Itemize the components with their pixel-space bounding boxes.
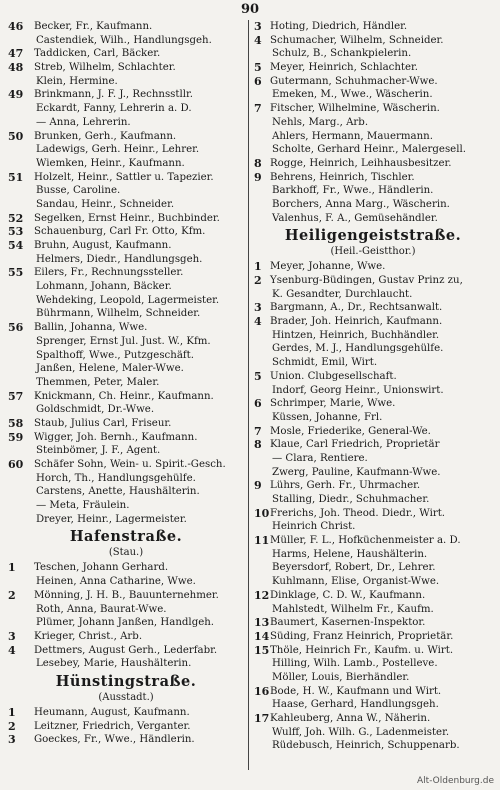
house-number: 53 [8, 225, 24, 239]
resident-text: Bode, H. W., Kaufmann und Wirt. [270, 685, 442, 697]
directory-entry [8, 143, 244, 157]
directory-entry [254, 726, 492, 740]
directory-entry [8, 472, 244, 486]
resident-text: Ahlers, Hermann, Mauermann. [272, 130, 433, 142]
resident-text: Spalthoff, Wwe., Putzgeschäft. [36, 349, 195, 361]
house-number: 14 [254, 629, 270, 643]
directory-entry [254, 698, 492, 712]
house-number: 6 [254, 397, 262, 411]
resident-text: Mönning, J. H. B., Bauunternehmer. [34, 589, 219, 601]
directory-entry [8, 307, 244, 321]
resident-text: Mosle, Friederike, General-We. [270, 425, 431, 437]
directory-entry [8, 20, 244, 34]
resident-text: Schulz, B., Schankpielerin. [272, 48, 412, 60]
directory-entry [254, 143, 492, 157]
directory-entry [8, 335, 244, 349]
resident-text: Goldschmidt, Dr.-Wwe. [36, 404, 155, 416]
directory-entry [254, 616, 492, 630]
resident-text: Müller, F. L., Hofküchenmeister a. D. [270, 535, 461, 547]
directory-entry [254, 493, 492, 507]
resident-text: Rüdebusch, Heinrich, Schuppenarb. [272, 740, 460, 752]
resident-text: Themmen, Peter, Maler. [36, 376, 160, 388]
directory-entry [8, 390, 244, 404]
resident-text: Thöle, Heinrich Fr., Kaufm. u. Wirt. [270, 644, 454, 656]
resident-text: Süding, Franz Heinrich, Proprietär. [270, 630, 454, 642]
directory-entry [254, 425, 492, 439]
resident-text: Roth, Anna, Baurat-Wwe. [36, 603, 167, 615]
directory-entry [8, 458, 244, 472]
resident-text: Taddicken, Carl, Bäcker. [34, 48, 161, 60]
resident-text: Helmers, Diedr., Handlungsgeh. [36, 253, 203, 265]
resident-text: Barkhoff, Fr., Wwe., Händlerin. [272, 185, 434, 197]
resident-text: Stalling, Diedr., Schuhmacher. [272, 494, 430, 505]
resident-text: Dettmers, August Gerh., Lederfabr. [34, 644, 218, 656]
directory-entry [8, 376, 244, 390]
resident-text: Heinrich Christ. [272, 521, 356, 533]
house-number: 1 [254, 260, 262, 274]
resident-text: Ballin, Johanna, Wwe. [34, 322, 148, 334]
resident-text: Brunken, Gerh., Kaufmann. [34, 130, 177, 142]
directory-entry [8, 561, 244, 575]
directory-entry [8, 644, 244, 658]
resident-text: Wehdeking, Leopold, Lagermeister. [36, 294, 220, 306]
resident-text: Castendiek, Wilh., Handlungsgeh. [36, 34, 212, 46]
resident-text: Sandau, Heinr., Schneider. [36, 198, 175, 210]
directory-entry [254, 288, 492, 302]
resident-text: Krieger, Christ., Arb. [34, 630, 143, 642]
resident-text: Sprenger, Ernst Jul. Just. W., Kfm. [36, 335, 211, 347]
resident-text: Streb, Wilhelm, Schlachter. [34, 62, 176, 74]
resident-text: Holzelt, Heinr., Sattler u. Tapezier. [34, 171, 214, 183]
resident-text: Mahlstedt, Wilhelm Fr., Kaufm. [272, 603, 434, 615]
resident-text: Hilling, Wilh. Lamb., Postelleve. [272, 658, 438, 670]
resident-text: Haase, Gerhard, Handlungsgeh. [272, 699, 439, 711]
directory-entry [8, 485, 244, 499]
house-number: 4 [8, 643, 16, 657]
house-number: 11 [254, 534, 270, 548]
house-number: 59 [8, 430, 24, 444]
house-number: 2 [254, 274, 262, 287]
resident-text: Harms, Helene, Haushälterin. [272, 548, 428, 560]
house-number: 55 [8, 266, 24, 280]
directory-entry [254, 20, 492, 34]
resident-text: Meyer, Heinrich, Schlachter. [270, 62, 419, 74]
street-district: (Heil.-Geistthor.) [330, 246, 416, 258]
directory-entry [254, 397, 492, 411]
resident-text: Rogge, Heinrich, Leihhausbesitzer. [270, 157, 452, 169]
directory-entry [8, 603, 244, 617]
directory-entry [8, 630, 244, 644]
directory-entry [8, 116, 244, 130]
resident-text: Heinen, Anna Catharine, Wwe. [36, 576, 196, 588]
resident-text: Leitzner, Friedrich, Verganter. [34, 720, 191, 732]
resident-text: K. Gesandter, Durchlaucht. [272, 288, 413, 300]
directory-entry [254, 589, 492, 603]
directory-entry [8, 75, 244, 89]
house-number: 6 [254, 74, 262, 88]
directory-entry [8, 720, 244, 734]
resident-text: Borchers, Anna Marg., Wäscherin. [272, 198, 450, 210]
directory-entry [8, 171, 244, 185]
resident-text: Lohmann, Johann, Bäcker. [36, 281, 172, 293]
resident-text: Plümer, Johann Janßen, Handlgeh. [36, 617, 215, 629]
directory-entry [254, 657, 492, 671]
directory-entry [8, 657, 244, 671]
directory-entry [8, 349, 244, 363]
directory-entry [254, 184, 492, 198]
resident-text: Union. Clubgesellschaft. [270, 370, 397, 382]
house-number: 60 [8, 458, 24, 471]
directory-entry [254, 370, 492, 384]
resident-text: Becker, Fr., Kaufmann. [34, 21, 153, 32]
house-number: 3 [8, 629, 16, 643]
directory-entry [254, 329, 492, 343]
directory-entry [254, 301, 492, 315]
directory-entry [8, 88, 244, 102]
directory-entry [254, 88, 492, 102]
resident-text: — Anna, Lehrerin. [36, 116, 131, 128]
column-divider [248, 20, 249, 770]
directory-entry [254, 548, 492, 562]
resident-text: Nehls, Marg., Arb. [272, 116, 369, 128]
house-number: 57 [8, 389, 24, 403]
resident-text: Schumacher, Wilhelm, Schneider. [270, 34, 444, 46]
directory-entry [8, 157, 244, 171]
directory-entry [254, 315, 492, 329]
resident-text: Goeckes, Fr., Wwe., Händlerin. [34, 734, 195, 746]
resident-text: Bruhn, August, Kaufmann. [34, 240, 172, 251]
directory-entry [8, 294, 244, 308]
resident-text: Gutermann, Schuhmacher-Wwe. [270, 75, 438, 87]
resident-text: Möller, Louis, Bierhändler. [272, 671, 410, 683]
house-number: 7 [254, 424, 262, 438]
directory-entry [254, 520, 492, 534]
resident-text: Baumert, Kasernen-Inspektor. [270, 617, 426, 629]
house-number: 49 [8, 88, 24, 102]
directory-entry [254, 739, 492, 753]
resident-text: Bührmann, Wilhelm, Schneider. [36, 308, 201, 320]
directory-entry [8, 130, 244, 144]
house-number: 7 [254, 102, 262, 116]
directory-entry [254, 34, 492, 48]
directory-entry [254, 630, 492, 644]
directory-entry [8, 616, 244, 630]
directory-entry [8, 362, 244, 376]
house-number: 10 [254, 506, 270, 520]
directory-entry [8, 706, 244, 720]
resident-text: Schäfer Sohn, Wein- u. Spirit.-Gesch. [34, 459, 226, 470]
resident-text: Frerichs, Joh. Theod. Diedr., Wirt. [270, 507, 446, 519]
house-number: 9 [254, 479, 262, 493]
house-number: 52 [8, 211, 24, 225]
directory-entry [254, 561, 492, 575]
house-number: 4 [254, 33, 262, 47]
street-heading: Heiligengeiststraße. [284, 227, 462, 245]
directory-entry [8, 102, 244, 116]
resident-text: Brinkmann, J. F. J., Rechnsstllr. [34, 89, 193, 101]
resident-text: Schmidt, Emil, Wirt. [272, 357, 378, 369]
house-number: 2 [8, 719, 16, 733]
directory-entry [254, 685, 492, 699]
resident-text: Behrens, Heinrich, Tischler. [270, 171, 415, 183]
resident-text: Schrimper, Marie, Wwe. [270, 398, 396, 410]
directory-entry [254, 575, 492, 589]
house-number: 8 [254, 438, 262, 452]
directory-entry [254, 157, 492, 171]
house-number: 51 [8, 170, 24, 184]
resident-text: Janßen, Helene, Maler-Wwe. [36, 363, 184, 375]
directory-entry [8, 34, 244, 48]
directory-entry [254, 479, 492, 493]
directory-entry [254, 712, 492, 726]
resident-text: Fitscher, Wilhelmine, Wäscherin. [270, 103, 440, 115]
directory-entry [254, 102, 492, 116]
resident-text: Hoting, Diedrich, Händler. [270, 21, 408, 32]
street-district: (Ausstadt.) [98, 691, 154, 703]
directory-entry [8, 198, 244, 212]
directory-entry [254, 61, 492, 75]
resident-text: Dreyer, Heinr., Lagermeister. [36, 513, 187, 525]
right-column [254, 20, 492, 753]
house-number: 47 [8, 47, 24, 61]
directory-entry [8, 499, 244, 513]
directory-entry [254, 274, 492, 288]
directory-entry [254, 534, 492, 548]
house-number: 1 [8, 705, 16, 719]
directory-entry [8, 589, 244, 603]
directory-entry [8, 225, 244, 239]
directory-entry [254, 507, 492, 521]
resident-text: Valenhus, F. A., Gemüsehändler. [272, 212, 438, 224]
house-number: 15 [254, 643, 270, 657]
resident-text: Steinbömer, J. F., Agent. [36, 445, 161, 457]
resident-text: Emeken, M., Wwe., Wäscherin. [272, 89, 433, 101]
watermark: Alt-Oldenburg.de [416, 776, 494, 786]
street-district: (Stau.) [108, 547, 144, 559]
house-number: 54 [8, 239, 24, 252]
resident-text: Küssen, Johanne, Frl. [272, 411, 383, 423]
house-number: 58 [8, 416, 24, 430]
resident-text: Staub, Julius Carl, Friseur. [34, 417, 172, 429]
resident-text: Indorf, Georg Heinr., Unionswirt. [272, 384, 444, 396]
directory-entry [254, 671, 492, 685]
resident-text: — Meta, Fräulein. [36, 500, 130, 512]
resident-text: Gerdes, M. J., Handlungsgehülfe. [272, 343, 444, 355]
directory-entry [254, 466, 492, 480]
resident-text: Segelken, Ernst Heinr., Buchbinder. [34, 212, 220, 224]
house-number: 9 [254, 170, 262, 184]
house-number: 1 [8, 561, 16, 575]
resident-text: Hintzen, Heinrich, Buchhändler. [272, 329, 440, 341]
directory-entry [8, 513, 244, 527]
resident-text: Dinklage, C. D. W., Kaufmann. [270, 589, 426, 601]
resident-text: — Clara, Rentiere. [272, 452, 368, 464]
page-number: 90 [240, 2, 260, 17]
resident-text: Meyer, Johanne, Wwe. [270, 261, 386, 273]
resident-text: Busse, Caroline. [36, 185, 121, 197]
resident-text: Scholte, Gerhard Heinr., Malergesell. [272, 144, 466, 156]
directory-entry [8, 733, 244, 747]
resident-text: Wulff, Joh. Wilh. G., Ladenmeister. [272, 726, 450, 738]
house-number: 5 [254, 61, 262, 75]
resident-text: Ladewigs, Gerh. Heinr., Lehrer. [36, 144, 200, 156]
directory-entry [8, 575, 244, 589]
directory-entry [254, 356, 492, 370]
directory-entry [254, 171, 492, 185]
street-heading: Hünstingstraße. [55, 672, 197, 690]
resident-text: Brader, Joh. Heinrich, Kaufmann. [270, 316, 443, 328]
directory-entry [8, 431, 244, 445]
directory-entry [254, 438, 492, 452]
resident-text: Ysenburg-Büdingen, Gustav Prinz zu, [270, 275, 463, 286]
house-number: 46 [8, 20, 24, 33]
house-number: 17 [254, 712, 270, 725]
resident-text: Kahleuberg, Anna W., Näherin. [270, 713, 431, 724]
directory-entry [8, 184, 244, 198]
resident-text: Eilers, Fr., Rechnungssteller. [34, 267, 184, 279]
house-number: 13 [254, 616, 270, 630]
resident-text: Zwerg, Pauline, Kaufmann-Wwe. [272, 466, 441, 478]
resident-text: Klaue, Carl Friedrich, Proprietär [270, 439, 440, 451]
directory-entry [8, 253, 244, 267]
house-number: 8 [254, 156, 262, 170]
directory-entry [254, 644, 492, 658]
left-column [8, 20, 244, 747]
directory-entry [8, 47, 244, 61]
resident-text: Heumann, August, Kaufmann. [34, 706, 190, 718]
directory-entry [254, 47, 492, 61]
house-number: 5 [254, 369, 262, 383]
house-number: 16 [254, 684, 270, 698]
house-number: 4 [254, 315, 262, 329]
directory-entry [8, 61, 244, 75]
directory-entry [8, 280, 244, 294]
resident-text: Horch, Th., Handlungsgehülfe. [36, 472, 196, 484]
resident-text: Klein, Hermine. [36, 75, 118, 87]
directory-entry [254, 75, 492, 89]
resident-text: Eckardt, Fanny, Lehrerin a. D. [36, 103, 192, 115]
resident-text: Teschen, Johann Gerhard. [34, 562, 169, 574]
resident-text: Knickmann, Ch. Heinr., Kaufmann. [34, 390, 214, 402]
resident-text: Lesebey, Marie, Haushälterin. [36, 658, 192, 670]
directory-entry [8, 239, 244, 253]
directory-entry [8, 417, 244, 431]
directory-entry [8, 212, 244, 226]
street-heading: Hafenstraße. [69, 528, 183, 546]
directory-entry [254, 116, 492, 130]
directory-entry [8, 444, 244, 458]
house-number: 56 [8, 321, 24, 335]
directory-entry [254, 212, 492, 226]
resident-text: Wigger, Joh. Bernh., Kaufmann. [34, 431, 198, 443]
directory-entry [254, 452, 492, 466]
directory-entry [254, 603, 492, 617]
resident-text: Carstens, Anette, Haushälterin. [36, 486, 200, 498]
house-number: 3 [8, 733, 16, 747]
directory-entry [8, 266, 244, 280]
house-number: 3 [254, 20, 262, 33]
directory-entry [254, 342, 492, 356]
resident-text: Schauenburg, Carl Fr. Otto, Kfm. [34, 226, 206, 238]
house-number: 48 [8, 61, 24, 75]
directory-entry [254, 384, 492, 398]
resident-text: Wiemken, Heinr., Kaufmann. [36, 157, 185, 169]
resident-text: Lührs, Gerh. Fr., Uhrmacher. [270, 480, 421, 492]
directory-entry [8, 403, 244, 417]
house-number: 12 [254, 588, 270, 602]
directory-entry [254, 198, 492, 212]
directory-entry [254, 130, 492, 144]
directory-entry [8, 321, 244, 335]
resident-text: Beyersdorf, Robert, Dr., Lehrer. [272, 562, 436, 574]
house-number: 3 [254, 301, 262, 315]
resident-text: Kuhlmann, Elise, Organist-Wwe. [272, 576, 440, 588]
directory-entry [254, 411, 492, 425]
directory-entry [254, 260, 492, 274]
house-number: 50 [8, 129, 24, 143]
resident-text: Bargmann, A., Dr., Rechtsanwalt. [270, 302, 443, 314]
house-number: 2 [8, 588, 16, 602]
